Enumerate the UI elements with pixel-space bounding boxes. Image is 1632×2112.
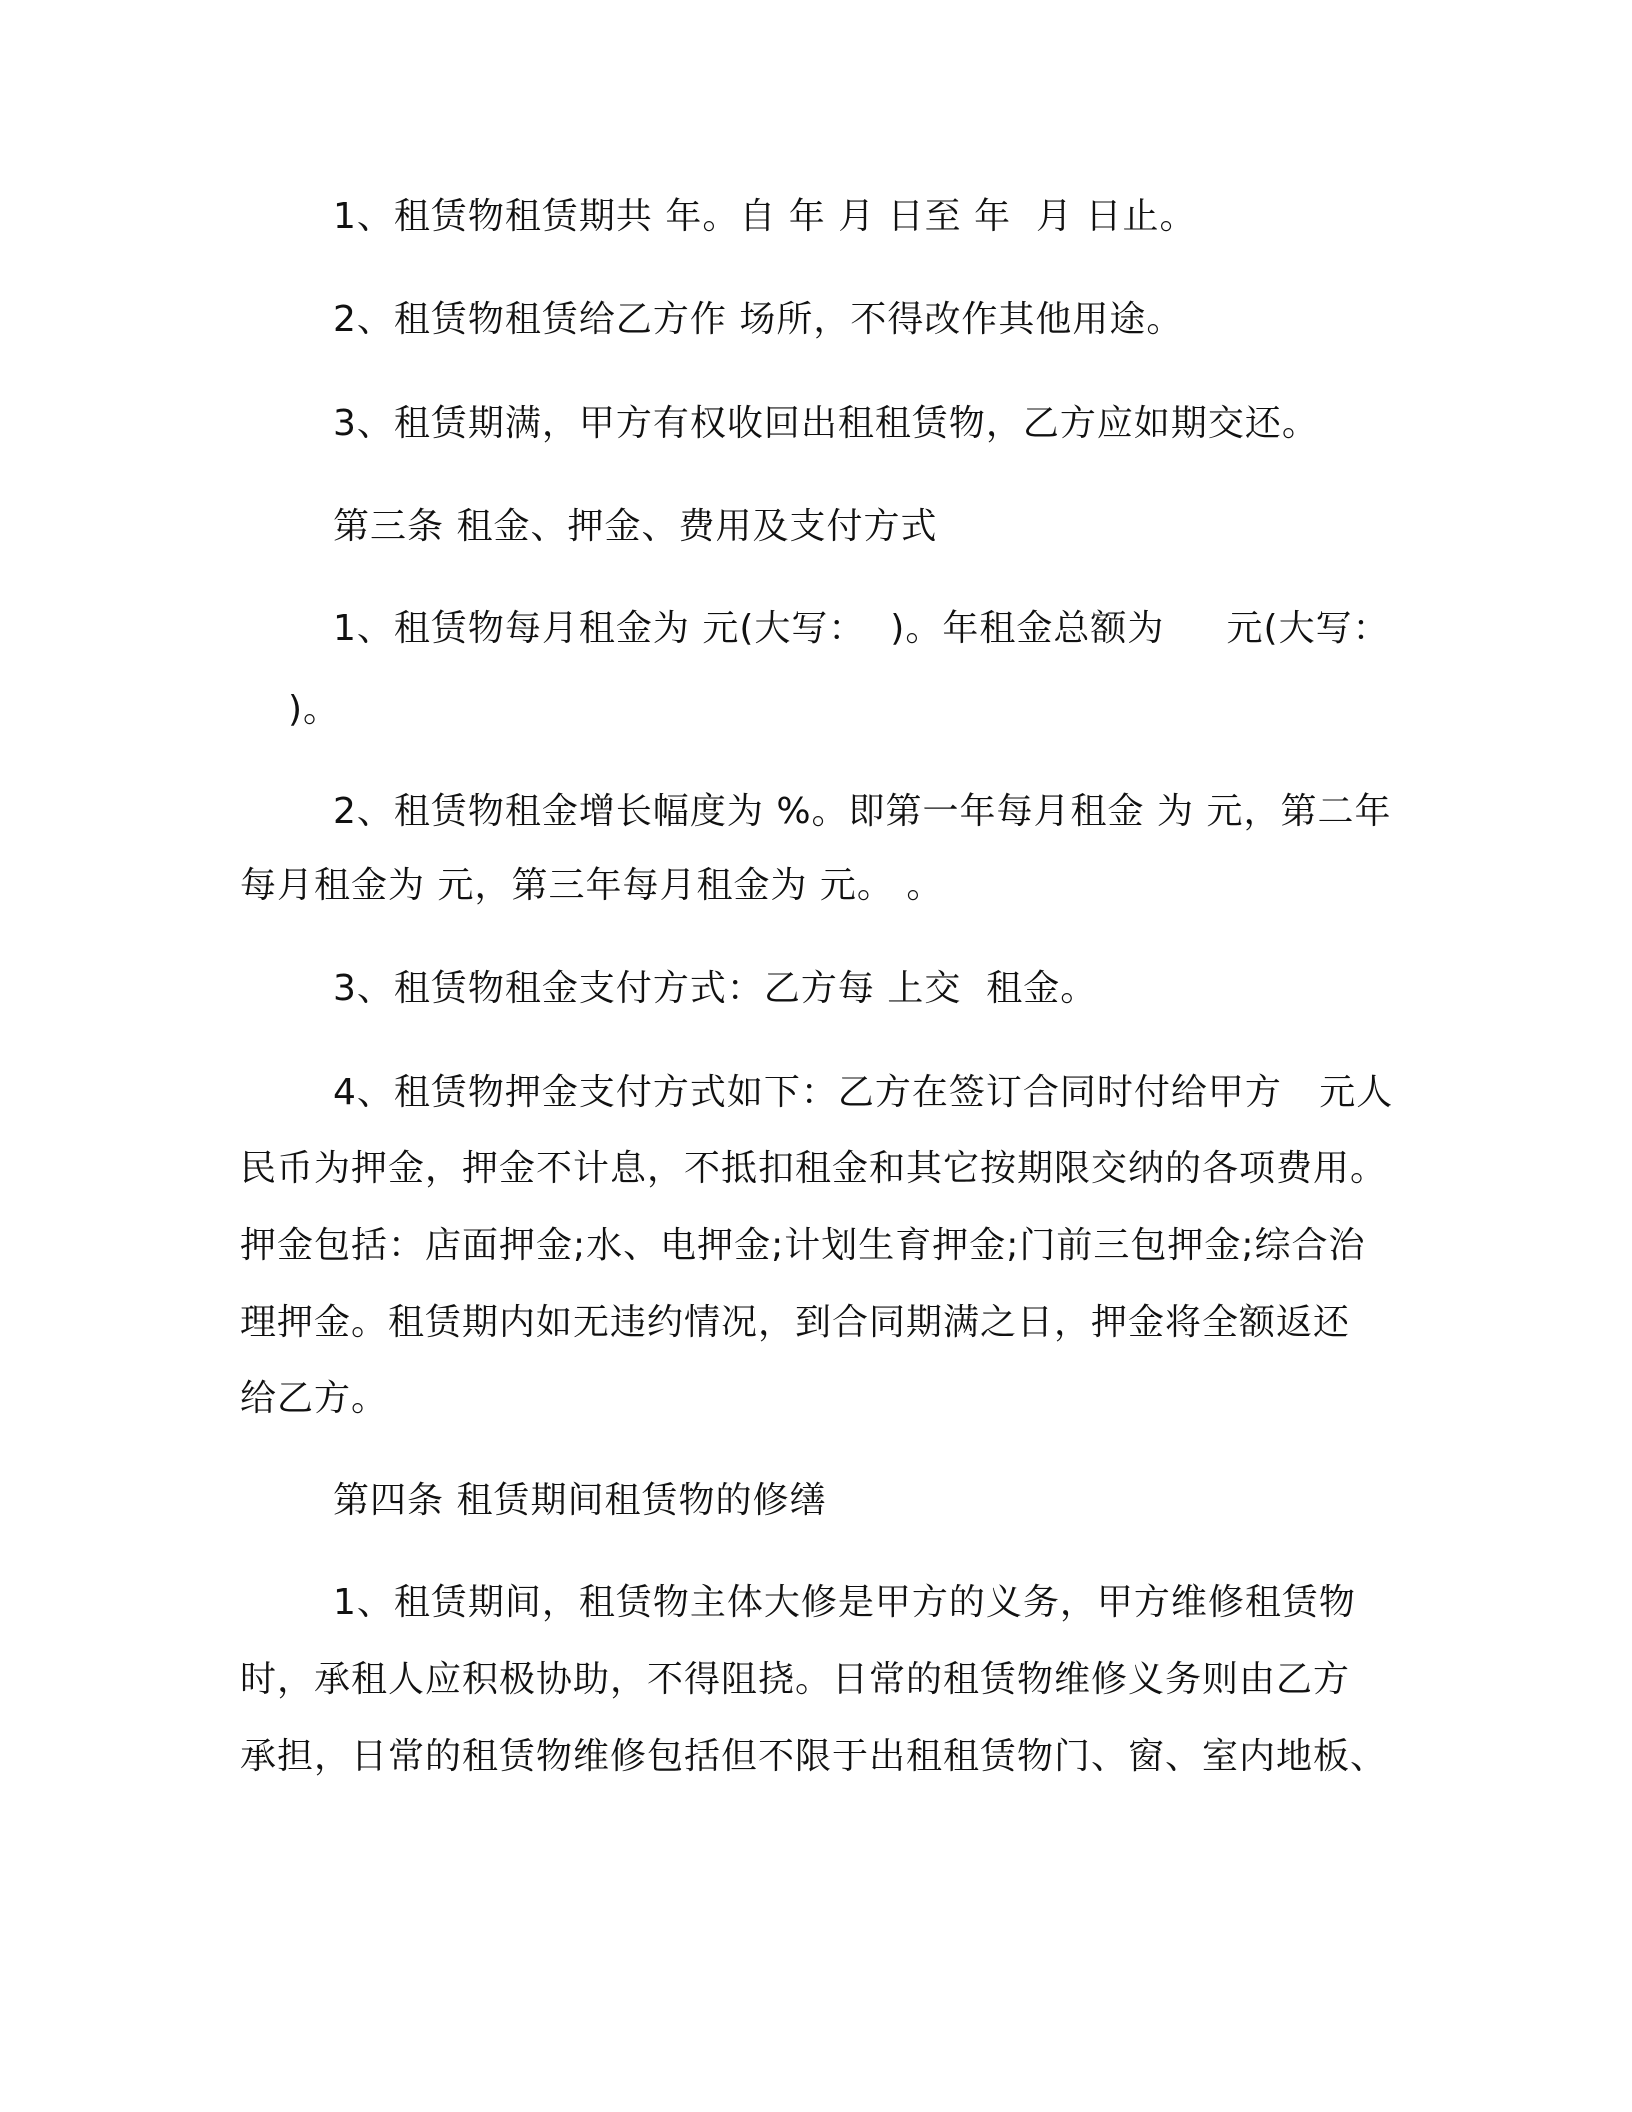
clause-line: 1、租赁期间，租赁物主体大修是甲方的义务，甲方维修租赁物	[333, 1582, 1356, 1623]
clause-line: )。	[288, 689, 341, 730]
clause-line: 民币为押金，押金不计息，不抵扣租金和其它按期限交纳的各项费用。	[240, 1148, 1388, 1189]
clause-line: 2、租赁物租赁给乙方作 场所，不得改作其他用途。	[333, 299, 1184, 340]
clause-line: 4、租赁物押金支付方式如下：乙方在签订合同时付给甲方 元人	[333, 1072, 1394, 1113]
clause-line: 理押金。租赁期内如无违约情况，到合同期满之日，押金将全额返还	[240, 1302, 1351, 1343]
clause-line: 时，承租人应积极协助，不得阻挠。日常的租赁物维修义务则由乙方	[240, 1659, 1351, 1700]
clause-line: 承担，日常的租赁物维修包括但不限于出租租赁物门、窗、室内地板、	[240, 1736, 1388, 1777]
clause-line: 3、租赁期满，甲方有权收回出租租赁物，乙方应如期交还。	[333, 403, 1319, 444]
clause-line: 给乙方。	[240, 1378, 389, 1419]
section-heading: 第三条 租金、押金、费用及支付方式	[333, 506, 938, 547]
clause-line: 2、租赁物租金增长幅度为 %。即第一年每月租金 为 元，第二年	[333, 791, 1392, 832]
clause-line: 1、租赁物每月租金为 元(大写： )。年租金总额为 元(大写：	[333, 608, 1390, 649]
clause-line: 押金包括：店面押金;水、电押金;计划生育押金;门前三包押金;综合治	[240, 1225, 1366, 1266]
clause-line: 每月租金为 元，第三年每月租金为 元。 。	[240, 865, 944, 906]
clause-line: 1、租赁物租赁期共 年。自 年 月 日至 年 月 日止。	[333, 196, 1197, 237]
section-heading: 第四条 租赁期间租赁物的修缮	[333, 1480, 827, 1521]
clause-line: 3、租赁物租金支付方式：乙方每 上交 租金。	[333, 968, 1098, 1009]
